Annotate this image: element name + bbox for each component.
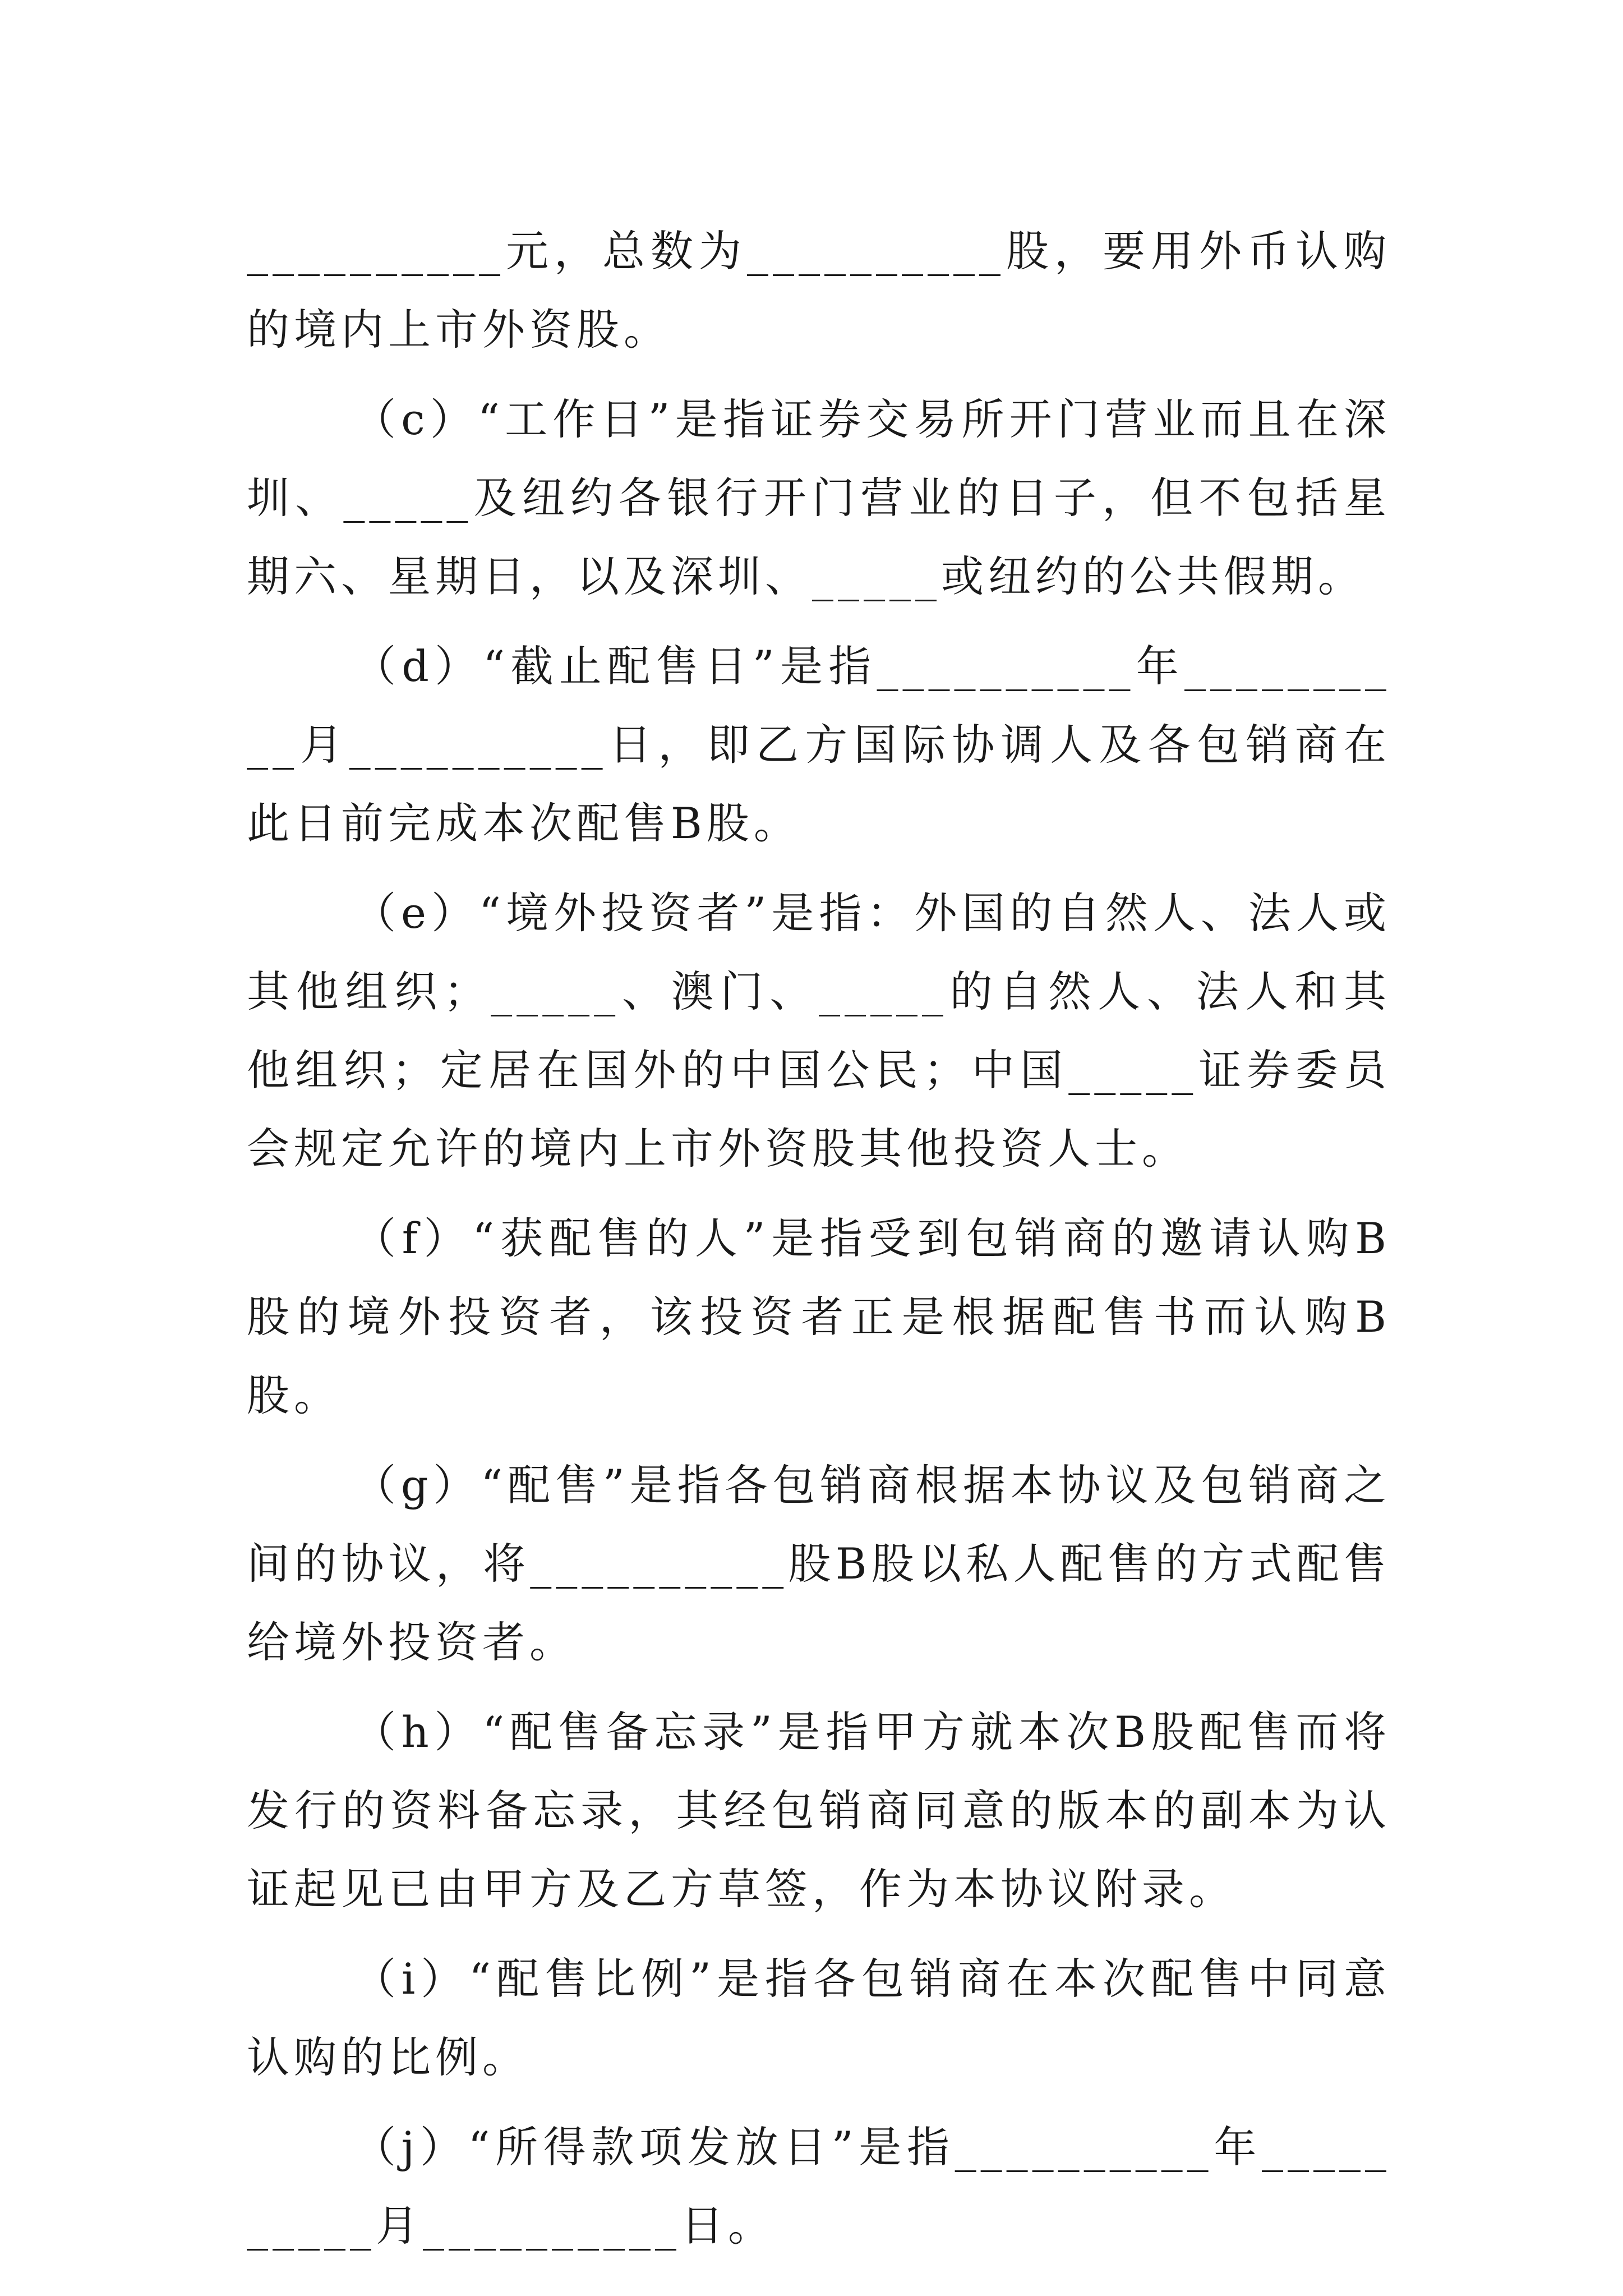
paragraph-j-proceeds-release-date: （j）“所得款项发放日”是指__________年__________月__________日。 <box>247 2122 1391 2251</box>
paragraph-e-foreign-investor: （e）“境外投资者”是指：外国的自然人、法人或其他组织；_____、澳门、_____的自然人、法人和其他组织；定居在国外的中国公民；中国_____证券委员会规定允许的境内上市外资股其他投资人士。 <box>247 888 1391 1174</box>
paragraph-f-placee: （f）“获配售的人”是指受到包销商的邀请认购B股的境外投资者，该投资者正是根据配售书而认购B股。 <box>247 1213 1391 1420</box>
paragraph-continuation: __________元，总数为__________股，要用外币认购的境内上市外资股。 <box>247 226 1391 355</box>
paragraph-i-placement-ratio: （i）“配售比例”是指各包销商在本次配售中同意认购的比例。 <box>247 1954 1391 2082</box>
document-body <box>247 212 1391 2265</box>
paragraph-h-placement-memorandum: （h）“配售备忘录”是指甲方就本次B股配售而将发行的资料备忘录，其经包销商同意的版本的副本为认证起见已由甲方及乙方草签，作为本协议附录。 <box>247 1707 1391 1914</box>
paragraph-c-working-day: （c）“工作日”是指证券交易所开门营业而且在深圳、_____及纽约各银行开门营业的日子，但不包括星期六、星期日，以及深圳、_____或纽约的公共假期。 <box>247 394 1391 601</box>
paragraph-g-placement: （g）“配售”是指各包销商根据本协议及包销商之间的协议，将__________股B股以私人配售的方式配售给境外投资者。 <box>247 1460 1391 1667</box>
paragraph-d-placement-deadline: （d）“截止配售日”是指__________年__________月__________日，即乙方国际协调人及各包销商在此日前完成本次配售B股。 <box>247 641 1391 848</box>
